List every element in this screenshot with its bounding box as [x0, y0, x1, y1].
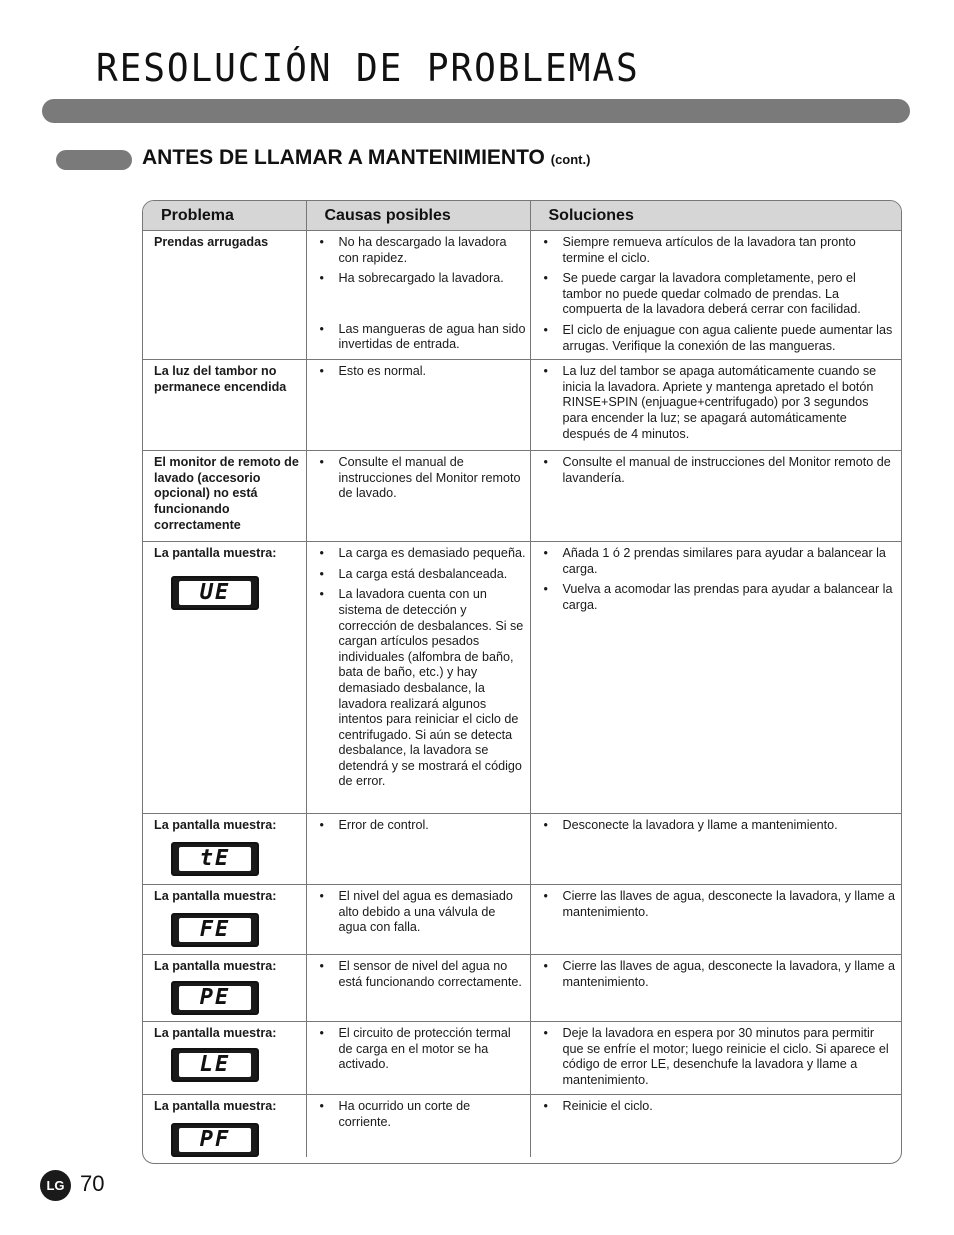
- error-code: LE: [179, 1053, 251, 1077]
- problem-cell: [143, 542, 306, 814]
- solutions-cell: [530, 451, 901, 542]
- table-row: [143, 955, 901, 1022]
- error-code: UE: [179, 581, 251, 605]
- problem-cell: [143, 955, 306, 1022]
- cause-item: • El nivel del agua es demasiado alto debido a una válvula de agua con falla.: [339, 889, 526, 936]
- solution-item: • Desconecte la lavadora y llame a mantenimiento.: [563, 818, 898, 834]
- problem-label: La pantalla muestra:: [154, 546, 277, 561]
- problem-label: La pantalla muestra:: [154, 959, 277, 974]
- table-row: [143, 1022, 901, 1095]
- error-display-ue: [171, 576, 259, 610]
- cause-item: • Ha ocurrido un corte de corriente.: [339, 1099, 526, 1130]
- cause-item: • No ha descargado la lavadora con rapidez.: [339, 235, 526, 266]
- causes-cell: [306, 885, 530, 955]
- cause-item: • La lavadora cuenta con un sistema de detección y corrección de desbalances. Si se cargan artículos pesados individuales (alfombra de baño, bata de baño, etc.) y hay demasiado desbalance, la lavadora realizará algunos intentos para reiniciar el ciclo de centrifugado. Si aún se detecta desbalance, la lavadora se detendrá y se mostrará el código de error.: [339, 587, 526, 790]
- cause-item: • Esto es normal.: [339, 364, 526, 380]
- table-row: [143, 231, 901, 360]
- solution-item: • Añada 1 ó 2 prendas similares para ayudar a balancear la carga.: [563, 546, 898, 577]
- problem-cell: Prendas arrugadas: [143, 231, 306, 360]
- causes-cell: [306, 955, 530, 1022]
- table-row: [143, 360, 901, 451]
- solutions-cell: [530, 542, 901, 814]
- error-display-te: [171, 842, 259, 876]
- section-title-text: ANTES DE LLAMAR A MANTENIMIENTO: [142, 146, 545, 169]
- table-header-row: [143, 201, 901, 231]
- page-title: RESOLUCIÓN DE PROBLEMAS: [96, 46, 640, 90]
- problem-cell: La luz del tambor no permanece encendida: [143, 360, 306, 451]
- solutions-cell: [530, 955, 901, 1022]
- table-row: [143, 451, 901, 542]
- problem-label: La pantalla muestra:: [154, 889, 277, 904]
- section-marker-pill: [56, 150, 132, 170]
- section-title: [142, 146, 590, 170]
- problem-cell: [143, 814, 306, 885]
- error-code: FE: [179, 918, 251, 942]
- solution-item: • La luz del tambor se apaga automáticamente cuando se inicia la lavadora. Apriete y mantenga apretado el botón RINSE+SPIN (enjuague+centrifugado) por 3 segundos para encender la luz; se apagará automáticamente después de 4 minutos.: [563, 364, 898, 442]
- problem-cell: [143, 1095, 306, 1157]
- solution-item: • Se puede cargar la lavadora completamente, pero el tambor no puede quedar colmado de prendas. La compuerta de la lavadora deberá cerrar con facilidad.: [563, 271, 898, 318]
- table-row: [143, 885, 901, 955]
- problem-cell: El monitor de remoto de lavado (accesorio opcional) no está funcionando correctamente: [143, 451, 306, 542]
- header-solutions: Soluciones: [530, 201, 901, 231]
- solution-item: • Consulte el manual de instrucciones del Monitor remoto de lavandería.: [563, 455, 898, 486]
- solution-item: • Siempre remueva artículos de la lavadora tan pronto termine el ciclo.: [563, 235, 898, 266]
- table-row: [143, 542, 901, 814]
- page-number: 70: [80, 1171, 105, 1196]
- problem-cell: [143, 885, 306, 955]
- cause-item: • El sensor de nivel del agua no está funcionando correctamente.: [339, 959, 526, 990]
- error-display-pf: [171, 1123, 259, 1157]
- cause-item: • Consulte el manual de instrucciones del Monitor remoto de lavado.: [339, 455, 526, 502]
- solutions-cell: [530, 885, 901, 955]
- error-display-le: [171, 1048, 259, 1082]
- title-underline-bar: [42, 99, 910, 123]
- section-title-cont: (cont.): [550, 152, 591, 167]
- solution-item: • Vuelva a acomodar las prendas para ayudar a balancear la carga.: [563, 582, 898, 613]
- causes-cell: [306, 814, 530, 885]
- header-problem: Problema: [143, 201, 306, 231]
- causes-cell: [306, 1022, 530, 1095]
- lg-logo-icon: LG: [40, 1170, 71, 1201]
- problem-label: La pantalla muestra:: [154, 1026, 277, 1041]
- solution-item: • Cierre las llaves de agua, desconecte la lavadora, y llame a mantenimiento.: [563, 889, 898, 920]
- table-row: [143, 814, 901, 885]
- causes-cell: [306, 542, 530, 814]
- cause-item: • La carga está desbalanceada.: [339, 567, 526, 583]
- solutions-cell: [530, 1095, 901, 1157]
- solution-item: • Deje la lavadora en espera por 30 minutos para permitir que se enfríe el motor; luego reinicie el ciclo. Si aparece el código de error LE, desenchufe la lavadora y llame a mantenimiento.: [563, 1026, 898, 1088]
- causes-cell: [306, 1095, 530, 1157]
- causes-cell: [306, 360, 530, 451]
- cause-item: • Error de control.: [339, 818, 526, 834]
- solutions-cell: [530, 814, 901, 885]
- cause-item: • Las mangueras de agua han sido invertidas de entrada.: [339, 322, 526, 353]
- solutions-cell: [530, 1022, 901, 1095]
- causes-cell: [306, 231, 530, 360]
- solutions-cell: [530, 360, 901, 451]
- header-causes: Causas posibles: [306, 201, 530, 231]
- problem-label: La pantalla muestra:: [154, 1099, 277, 1114]
- solution-item: • El ciclo de enjuague con agua caliente puede aumentar las arrugas. Verifique la conexión de las mangueras.: [563, 323, 898, 354]
- error-code: tE: [179, 847, 251, 871]
- causes-cell: [306, 451, 530, 542]
- table-row: [143, 1095, 901, 1157]
- problem-label: La pantalla muestra:: [154, 818, 277, 833]
- error-display-pe: [171, 981, 259, 1015]
- cause-item: • Ha sobrecargado la lavadora.: [339, 271, 526, 287]
- cause-item: • La carga es demasiado pequeña.: [339, 546, 526, 562]
- error-display-fe: [171, 913, 259, 947]
- error-code: PF: [179, 1128, 251, 1152]
- solution-item: • Cierre las llaves de agua, desconecte la lavadora, y llame a mantenimiento.: [563, 959, 898, 990]
- solutions-cell: [530, 231, 901, 360]
- troubleshooting-table: [142, 200, 902, 1164]
- cause-item: • El circuito de protección termal de carga en el motor se ha activado.: [339, 1026, 526, 1073]
- solution-item: • Reinicie el ciclo.: [563, 1099, 898, 1115]
- problem-cell: [143, 1022, 306, 1095]
- error-code: PE: [179, 986, 251, 1010]
